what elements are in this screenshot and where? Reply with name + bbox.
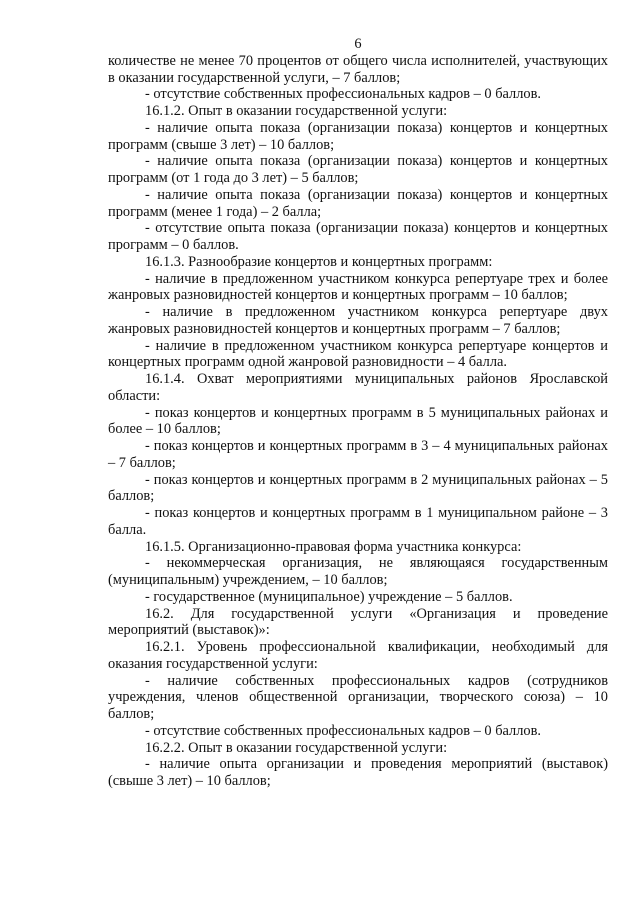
- paragraph: - наличие собственных профессиональных кадров (сотрудников учреждения, членов общественной организации, творческого союза) – 10 баллов;: [108, 672, 608, 722]
- paragraph: - государственное (муниципальное) учреждение – 5 баллов.: [145, 588, 513, 605]
- paragraph: - отсутствие собственных профессиональных кадров – 0 баллов.: [145, 722, 542, 739]
- paragraph: 16.2. Для государственной услуги «Организация и проведение мероприятий (выставок)»:: [108, 605, 608, 639]
- paragraph: - наличие опыта показа (организации показа) концертов и концертных программ (свыше 3 лет) – 10 баллов;: [108, 119, 608, 153]
- paragraph: - наличие опыта организации и проведения мероприятий (выставок) (свыше 3 лет) – 10 баллов;: [108, 756, 608, 789]
- paragraph: 16.2.2. Опыт в оказании государственной услуги:: [145, 739, 448, 756]
- paragraph: - наличие в предложенном участником конкурса репертуаре концертов и концертных программ одной жанровой разновидности – 4 балла.: [108, 337, 608, 371]
- paragraph: - показ концертов и концертных программ в 3 – 4 муниципальных районах – 7 баллов;: [108, 438, 608, 471]
- paragraph: 16.1.5. Организационно-правовая форма участника конкурса:: [145, 538, 522, 555]
- paragraph: - некоммерческая организация, не являющаяся государственным (муниципальным) учреждением, – 10 баллов;: [108, 555, 608, 588]
- paragraph: 16.1.4. Охват мероприятиями муниципальных районов Ярославской области:: [108, 371, 608, 404]
- paragraph: - отсутствие собственных профессиональных кадров – 0 баллов.: [145, 86, 542, 103]
- paragraph: 16.1.2. Опыт в оказании государственной услуги:: [145, 103, 448, 119]
- page-number: 6: [354, 36, 362, 52]
- document-body: [108, 53, 608, 790]
- paragraph: - показ концертов и концертных программ в 5 муниципальных районах и более – 10 баллов;: [108, 404, 608, 438]
- paragraph: - отсутствие опыта показа (организации показа) концертов и концертных программ – 0 баллов.: [108, 220, 608, 253]
- paragraph: количестве не менее 70 процентов от общего числа исполнителей, участвующих в оказании государственной услуги, – 7 баллов;: [108, 52, 608, 86]
- paragraph: - показ концертов и концертных программ в 2 муниципальных районах – 5 баллов;: [108, 471, 608, 505]
- paragraph: 16.1.3. Разнообразие концертов и концертных программ:: [145, 253, 493, 270]
- paragraph: - показ концертов и концертных программ в 1 муниципальном районе – 3 балла.: [108, 505, 608, 538]
- paragraph: - наличие опыта показа (организации показа) концертов и концертных программ (менее 1 года) – 2 балла;: [108, 186, 608, 220]
- paragraph: 16.2.1. Уровень профессиональной квалификации, необходимый для оказания государственной услуги:: [108, 639, 608, 672]
- paragraph: - наличие опыта показа (организации показа) концертов и концертных программ (от 1 года до 3 лет) – 5 баллов;: [108, 153, 608, 186]
- paragraph: - наличие в предложенном участником конкурса репертуаре трех и более жанровых разновидностей концертов и концертных программ – 10 баллов;: [108, 270, 608, 304]
- document-page: [108, 36, 608, 790]
- paragraph: - наличие в предложенном участником конкурса репертуаре двух жанровых разновидностей концертов и концертных программ – 7 баллов;: [108, 304, 608, 337]
